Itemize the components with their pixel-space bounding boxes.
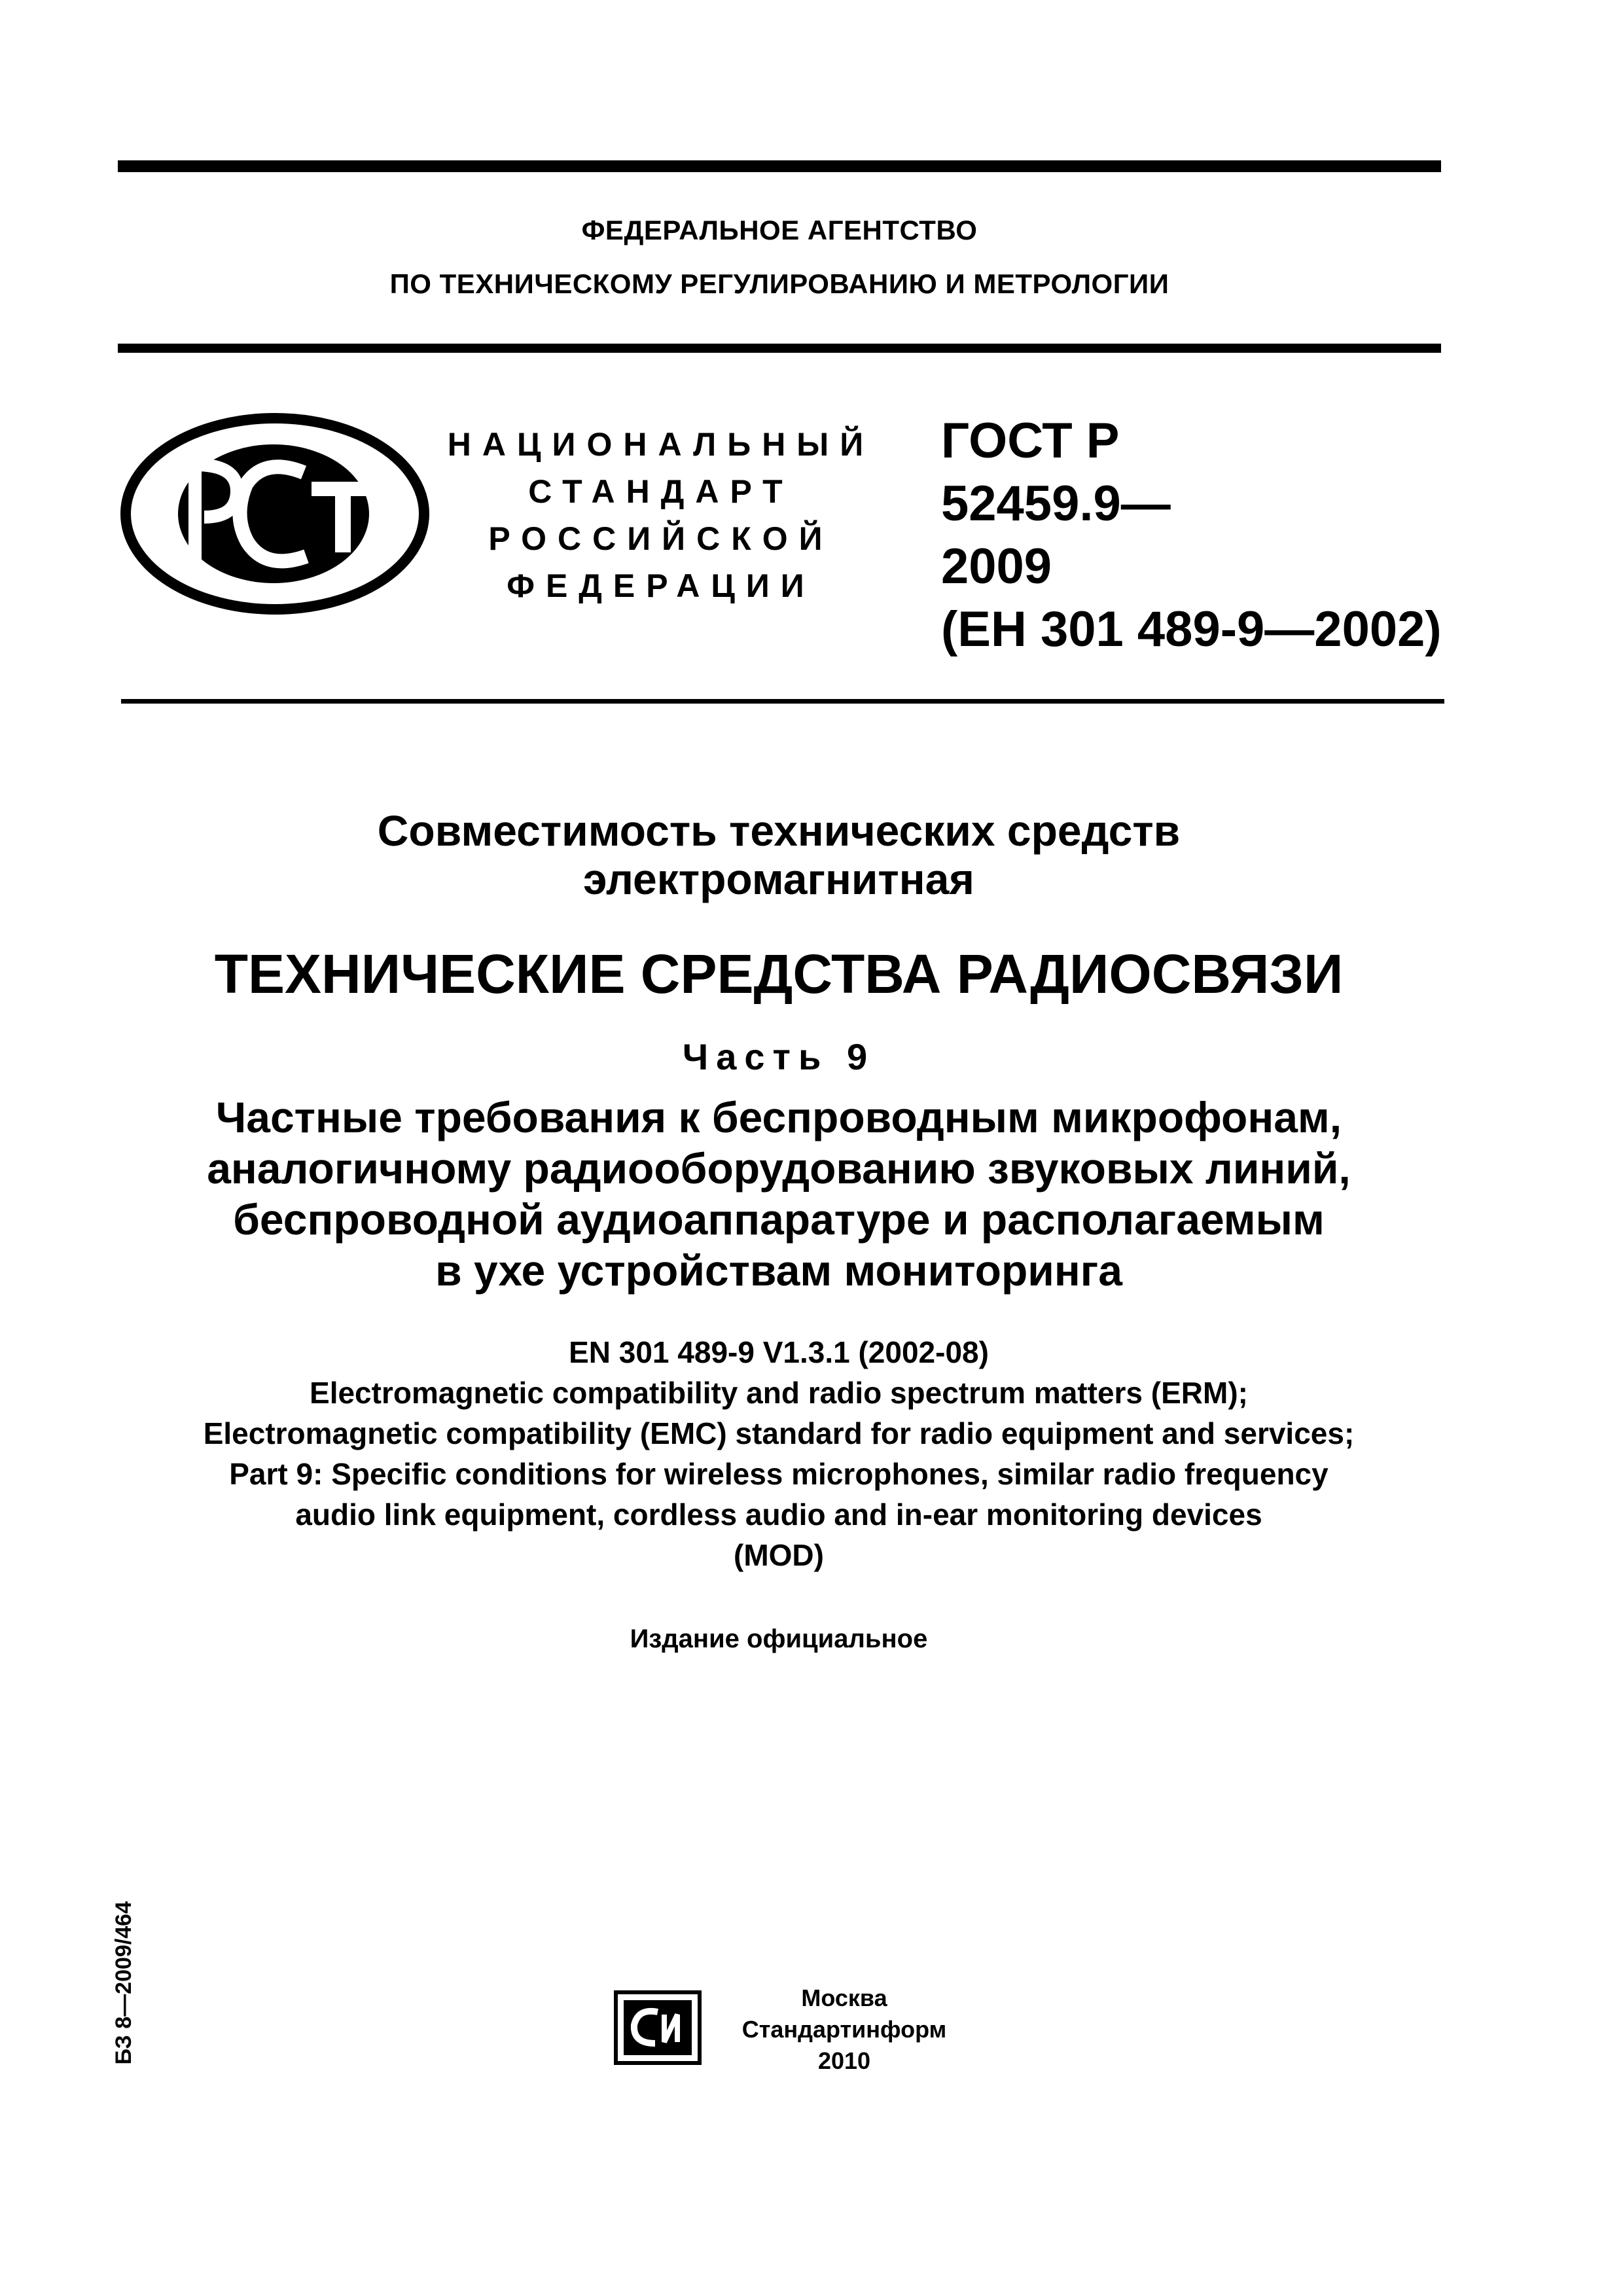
national-line-2: СТАНДАРТ [528,473,794,510]
publisher-year: 2010 [817,2047,871,2074]
subtitle-line-2: аналогичному радиооборудованию звуковых линий, [207,1144,1351,1193]
subtitle-line-3: беспроводной аудиоаппаратуре и располагаемым [233,1195,1325,1244]
subtitle-line-4: в ухе устройствам мониторинга [435,1246,1122,1295]
title-main: ТЕХНИЧЕСКИЕ СРЕДСТВА РАДИОСВЯЗИ [214,943,1344,1005]
agency-line-2: ПО ТЕХНИЧЕСКОМУ РЕГУЛИРОВАНИЮ И МЕТРОЛОГИИ [389,268,1169,299]
publisher-name: Стандартинформ [741,2016,947,2043]
publisher-city: Москва [801,1984,887,2011]
middle-rule [118,344,1441,353]
national-line-4: ФЕДЕРАЦИИ [507,567,815,604]
bottom-rule [121,699,1444,704]
english-line-1: EN 301 489-9 V1.3.1 (2002-08) [569,1335,989,1369]
english-line-2: Electromagnetic compatibility and radio spectrum matters (ERM); [310,1376,1248,1410]
agency-line-1: ФЕДЕРАЛЬНОЕ АГЕНТСТВО [581,215,978,245]
national-line-1: НАЦИОНАЛЬНЫЙ [447,426,875,463]
designation-line-1: ГОСТ Р [941,413,1120,469]
english-line-3: Electromagnetic compatibility (EMC) standard for radio equipment and services; [203,1416,1355,1450]
national-line-3: РОССИЙСКОЙ [488,520,834,557]
rst-logo-icon [118,411,432,617]
edition-note: Издание официальное [630,1624,928,1653]
standartinform-logo-icon [612,1988,704,2067]
designation-line-3: 2009 [941,539,1052,594]
title-part: Часть 9 [682,1036,876,1077]
title-line-1: Совместимость технических средств [377,806,1181,855]
designation-line-2: 52459.9— [941,476,1171,531]
english-line-6: (MOD) [734,1538,824,1572]
english-line-4: Part 9: Specific conditions for wireless microphones, similar radio frequency [229,1457,1329,1491]
subtitle-line-1: Частные требования к беспроводным микрофонам, [215,1093,1342,1141]
designation-line-4: (ЕН 301 489-9—2002) [941,601,1442,657]
title-line-2: электромагнитная [583,855,974,903]
top-rule [118,160,1441,172]
side-code-text: БЗ 8—2009/464 [111,1901,136,2065]
english-line-5: audio link equipment, cordless audio and in-ear monitoring devices [295,1498,1262,1532]
